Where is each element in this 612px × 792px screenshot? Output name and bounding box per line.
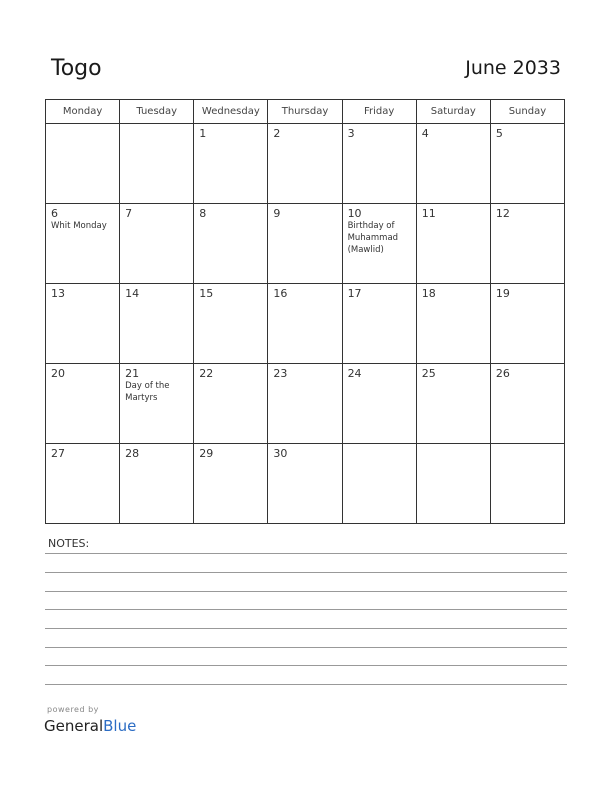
day-cell (194, 364, 268, 444)
brand-general-text: General (44, 717, 104, 735)
day-number: 1 (199, 127, 207, 140)
day-number: 4 (421, 127, 429, 140)
day-cell (342, 124, 416, 204)
day-cell (416, 124, 490, 204)
day-number: 13 (51, 287, 65, 300)
day-cell (490, 284, 564, 364)
brand-blue-text: Blue (103, 717, 137, 735)
week-row (46, 204, 565, 284)
note-line (45, 684, 567, 685)
weekday-header: Friday (342, 100, 416, 124)
day-cell (194, 444, 268, 524)
day-cell (416, 364, 490, 444)
note-line (45, 553, 567, 554)
day-cell (46, 124, 120, 204)
day-cell (194, 204, 268, 284)
day-cell (342, 444, 416, 524)
day-cell (490, 124, 564, 204)
day-number: 26 (495, 367, 510, 380)
weekday-header: Saturday (416, 100, 490, 124)
day-number: 5 (495, 127, 503, 140)
day-number: 19 (495, 287, 510, 300)
day-cell (416, 204, 490, 284)
weekday-header: Tuesday (120, 100, 194, 124)
day-number: 24 (347, 367, 362, 380)
day-number: 21 (125, 367, 140, 380)
day-number: 11 (421, 207, 436, 220)
day-cell (268, 124, 342, 204)
day-cell (490, 444, 564, 524)
day-cell (120, 444, 194, 524)
day-number: 15 (199, 287, 214, 300)
note-line (45, 628, 567, 629)
day-number: 8 (199, 207, 207, 220)
weekday-header: Thursday (268, 100, 342, 124)
day-number: 16 (273, 287, 288, 300)
powered-by-text: powered by (47, 705, 99, 714)
day-number: 7 (125, 207, 133, 220)
day-cell (490, 364, 564, 444)
day-cell (342, 204, 416, 284)
day-cell (416, 444, 490, 524)
day-number: 3 (347, 127, 355, 140)
note-line (45, 591, 567, 592)
day-cell (46, 364, 120, 444)
day-number: 25 (421, 367, 436, 380)
day-cell (194, 124, 268, 204)
day-cell (342, 364, 416, 444)
day-cell (46, 444, 120, 524)
day-cell (416, 284, 490, 364)
day-cell (342, 284, 416, 364)
holiday-label: Day of the Martyrs (125, 381, 170, 403)
day-number: 2 (273, 127, 281, 140)
note-line (45, 665, 567, 666)
country-title: Togo (51, 56, 102, 81)
day-cell (268, 204, 342, 284)
day-cell (46, 204, 120, 284)
notes-label: NOTES: (48, 537, 90, 550)
week-row (46, 284, 565, 364)
day-cell (120, 204, 194, 284)
day-number: 30 (273, 447, 288, 460)
week-row (46, 364, 565, 444)
month-year-title: June 2033 (465, 57, 561, 79)
day-cell (268, 444, 342, 524)
day-cell (490, 204, 564, 284)
day-cell (120, 364, 194, 444)
day-cell (268, 284, 342, 364)
day-number: 6 (51, 207, 58, 220)
day-cell (46, 284, 120, 364)
weekday-header: Monday (46, 100, 120, 124)
day-number: 9 (273, 207, 281, 220)
day-number: 29 (199, 447, 214, 460)
day-number: 17 (347, 287, 362, 300)
day-cell (268, 364, 342, 444)
brand-logo (44, 717, 136, 735)
day-cell (120, 124, 194, 204)
note-line (45, 647, 567, 648)
holiday-label: Whit Monday (51, 221, 107, 231)
day-cell (120, 284, 194, 364)
day-number: 20 (51, 367, 65, 380)
day-number: 23 (273, 367, 288, 380)
weekday-header: Sunday (490, 100, 564, 124)
day-number: 12 (495, 207, 510, 220)
day-number: 14 (125, 287, 140, 300)
day-number: 18 (421, 287, 436, 300)
day-number: 28 (125, 447, 140, 460)
day-cell (194, 284, 268, 364)
day-number: 10 (347, 207, 362, 220)
note-line (45, 572, 567, 573)
note-line (45, 609, 567, 610)
calendar-grid (45, 99, 565, 524)
weekday-header: Wednesday (194, 100, 268, 124)
week-row (46, 444, 565, 524)
day-number: 27 (51, 447, 65, 460)
weekday-header-row (46, 100, 565, 124)
holiday-label: Birthday of Muhammad (Mawlid) (347, 221, 399, 255)
day-number: 22 (199, 367, 214, 380)
week-row (46, 124, 565, 204)
